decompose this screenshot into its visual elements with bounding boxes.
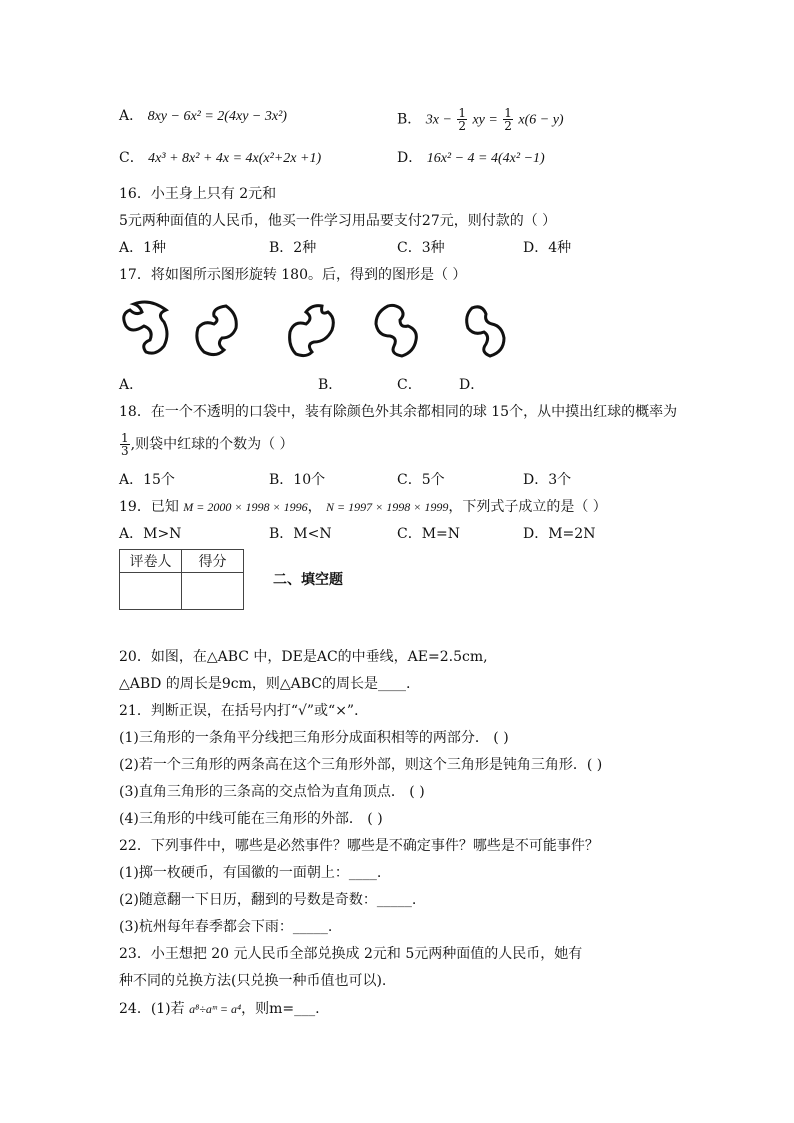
q15-d-expression: 16x² − 4 = 4(4x² −1) [426, 151, 545, 166]
q21-stem: 21．判断正误，在括号内打“√”或“×”． [119, 703, 369, 719]
q19-option-b: B．M<N [269, 526, 332, 542]
q21-item-2: (2)若一个三角形的两条高在这个三角形外部，则这个三角形是钝角三角形．( ) [119, 757, 603, 773]
q19-option-c: C．M=N [397, 526, 461, 542]
score-table-score-header: 得分 [182, 550, 244, 573]
score-table-grader-header: 评卷人 [120, 550, 182, 573]
numerator: 1 [458, 106, 467, 120]
q15-c-expression: 4x³ + 8x² + 4x = 4x(x²+2x +1) [148, 151, 322, 166]
q19-option-a: A．M>N [119, 526, 182, 542]
q17-stem: 17．将如图所示图形旋转 180。后，得到的图形是（ ） [119, 267, 467, 283]
section-title: 二、填空题 [273, 572, 343, 588]
separator: ， [307, 499, 322, 515]
q16-stem-line1: 16．小王身上只有 2元和 [119, 186, 277, 202]
q18-option-a: A．15个 [119, 472, 175, 488]
q17-option-b: B． [318, 377, 343, 393]
q21-item-1: (1)三角形的一条角平分线把三角形分成面积相等的两部分． ( ) [119, 730, 509, 746]
q17-option-a: A． [119, 377, 144, 393]
q24-prefix: 24．(1)若 [119, 1001, 185, 1017]
score-table-score-cell [182, 573, 244, 610]
q18-stem-text: ,则袋中红球的个数为（ ） [130, 436, 294, 453]
q22-item-3: (3)杭州每年春季都会下雨：_____. [119, 919, 333, 935]
q20-stem-line2: △ABD 的周长是9cm，则△ABC的周长是____. [119, 676, 411, 692]
score-table [119, 549, 244, 610]
denominator: 3 [121, 444, 129, 458]
q19-option-d: D．M=2N [523, 526, 596, 542]
leaf-original-figure [120, 300, 172, 358]
q24-suffix: ，则m=___. [241, 1001, 320, 1017]
q18-stem-line2 [119, 432, 294, 457]
q16-option-b: B．2种 [269, 240, 317, 256]
numerator: 1 [504, 106, 512, 120]
q16-option-d: D．4种 [523, 240, 572, 256]
option-label: B． [397, 111, 422, 128]
q19-stem-prefix: 19．已知 [119, 499, 179, 515]
option-label: D． [397, 150, 423, 166]
q16-option-a: A．1种 [119, 240, 167, 256]
q16-stem-line2: 5元两种面值的人民币，他买一件学习用品要支付27元，则付款的（ ） [119, 213, 557, 229]
q15-option-b [397, 107, 564, 132]
q15-option-d [397, 149, 545, 168]
option-label: C． [119, 150, 144, 166]
q15-option-c [119, 149, 321, 168]
fraction [120, 432, 130, 457]
denominator: 2 [458, 119, 467, 133]
denominator: 2 [504, 119, 512, 133]
q19-m-expression: M = 2000 × 1998 × 1996 [183, 500, 308, 514]
q24-expression: a⁸÷aᵐ = a⁴ [189, 1002, 242, 1016]
q15-b-right: x(6 − y) [518, 112, 564, 128]
option-label: A． [119, 108, 144, 124]
q18-option-d: D．3个 [523, 472, 572, 488]
q18-option-c: C．5个 [397, 472, 445, 488]
leaf-figure-c [372, 302, 420, 358]
q17-option-c: C． [397, 377, 422, 393]
q15-a-expression: 8xy − 6x² = 2(4xy − 3x²) [147, 109, 287, 124]
numerator: 1 [121, 431, 129, 445]
q22-item-2: (2)随意翻一下日历，翻到的号数是奇数：_____. [119, 892, 417, 908]
fraction [457, 107, 467, 132]
q19-n-expression: N = 1997 × 1998 × 1999 [326, 500, 449, 514]
fraction [503, 107, 513, 132]
q17-option-d: D． [459, 377, 485, 393]
q21-item-3: (3)直角三角形的三条高的交点恰为直角顶点． ( ) [119, 784, 425, 800]
q24-stem [119, 1000, 320, 1018]
q15-b-left: 3x − [425, 112, 452, 128]
q15-b-mid: xy = [472, 112, 498, 128]
leaf-figure-d [460, 302, 508, 358]
q18-option-b: B．10个 [269, 472, 326, 488]
q18-stem-line1: 18．在一个不透明的口袋中，装有除颜色外其余都相同的球 15个，从中摸出红球的概率为 [119, 404, 678, 420]
q20-stem-line1: 20．如图，在△ABC 中，DE是AC的中垂线，AE=2.5cm, [119, 649, 488, 665]
q21-item-4: (4)三角形的中线可能在三角形的外部． ( ) [119, 811, 383, 827]
leaf-figure-a [192, 302, 240, 358]
q15-option-a [119, 107, 287, 126]
q16-option-c: C．3种 [397, 240, 445, 256]
q22-stem: 22．下列事件中，哪些是必然事件？哪些是不确定事件？哪些是不可能事件？ [119, 838, 599, 854]
q23-stem-line2: 种不同的兑换方法(只兑换一种币值也可以). [119, 973, 387, 989]
q23-stem-line1: 23．小王想把 20 元人民币全部兑换成 2元和 5元两种面值的人民币，她有 [119, 946, 583, 962]
q19-stem [119, 498, 607, 516]
q19-stem-suffix: ，下列式子成立的是（ ） [448, 499, 607, 515]
q22-item-1: (1)掷一枚硬币，有国徽的一面朝上：____. [119, 865, 382, 881]
score-table-grader-cell [120, 573, 182, 610]
leaf-figure-b [286, 302, 336, 358]
